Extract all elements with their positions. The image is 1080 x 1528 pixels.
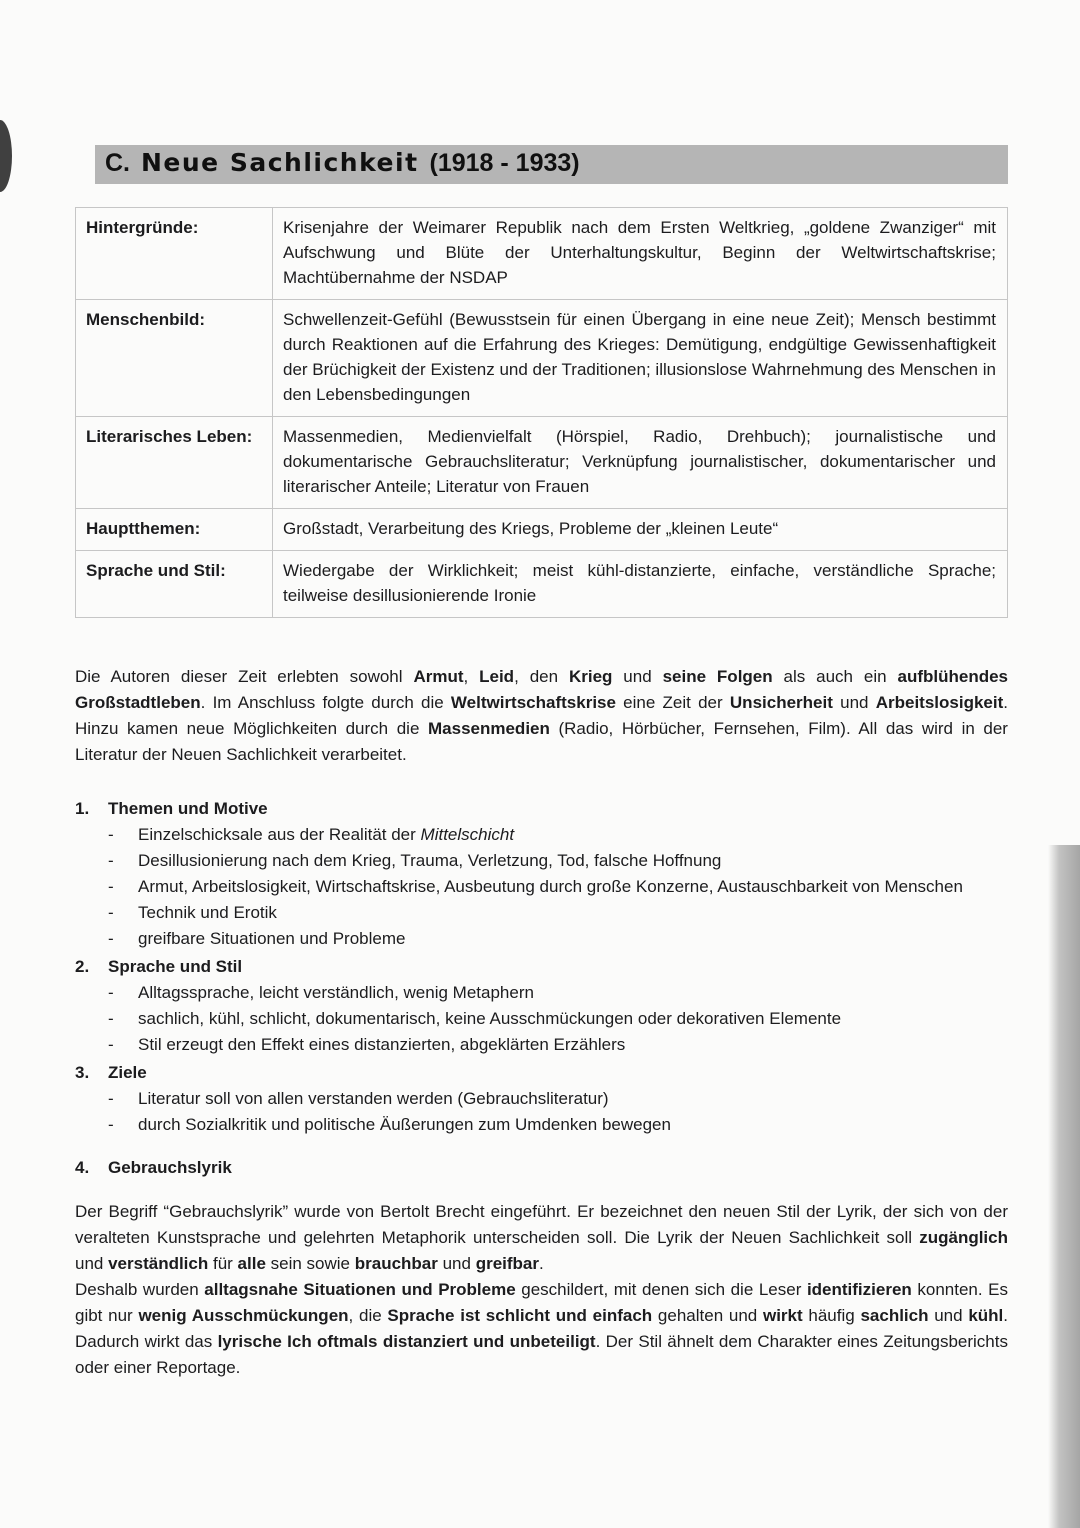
section-heading-text: Sprache und Stil	[108, 957, 243, 976]
list-item-text: Armut, Arbeitslosigkeit, Wirtschaftskrise, Ausbeutung durch große Konzerne, Austauschbarkeit von Menschen	[138, 877, 963, 896]
section-heading	[75, 954, 1008, 980]
section-heading-text: Gebrauchslyrik	[108, 1158, 232, 1177]
table-row	[76, 417, 1008, 509]
section-number: 4.	[75, 1158, 90, 1177]
bullet-marker: -	[108, 877, 114, 896]
section-heading-text: Themen und Motive	[108, 799, 268, 818]
bullet-marker: -	[108, 1009, 114, 1028]
section-title-bar	[95, 145, 1008, 184]
intro-paragraph: Die Autoren dieser Zeit erlebten sowohl Armut, Leid, den Krieg und seine Folgen als auch ein aufblühendes Großstadtleben. Im Anschluss folgte durch die Weltwirtschaftskrise eine Zeit der Unsicherheit und Arbeitslosigkeit. Hinzu kamen neue Möglichkeiten durch die Massenmedien (Radio, Hörbücher, Fernsehen, Film). All das wird in der Literatur der Neuen Sachlichkeit verarbeitet.	[75, 667, 1008, 764]
bullet-marker: -	[108, 929, 114, 948]
outline-section-gebrauchslyrik	[75, 1155, 1008, 1181]
overview-table	[75, 207, 1008, 618]
section-number: 3.	[75, 1063, 90, 1082]
section-number: 2.	[75, 957, 90, 976]
row-label: Literarisches Leben:	[76, 417, 273, 509]
outline-section-ziele	[75, 1060, 1008, 1138]
title-prefix: C.	[105, 149, 130, 177]
list-item-text: Einzelschicksale aus der Realität der Mittelschicht	[138, 825, 515, 844]
bullet-marker: -	[108, 825, 114, 844]
row-value: Wiedergabe der Wirklichkeit; meist kühl-distanzierte, einfache, verständliche Sprache; teilweise desillusionierende Ironie	[273, 551, 1008, 618]
body-paragraph: Der Begriff “Gebrauchslyrik” wurde von Bertolt Brecht eingeführt. Er bezeichnet den neuen Stil der Lyrik, der sich von der veralteten Kunstsprache und gelehrten Metaphorik unterscheiden soll. Die Lyrik der Neuen Sachlichkeit soll zugänglich und verständlich für alle sein sowie brauchbar und greifbar.	[75, 1202, 1008, 1273]
bullet-marker: -	[108, 983, 114, 1002]
list-item	[75, 926, 1008, 952]
list-item	[75, 1086, 1008, 1112]
list-item	[75, 980, 1008, 1006]
photo-artifact-right-strip	[1048, 845, 1080, 1528]
bullet-marker: -	[108, 851, 114, 870]
page-title: Neue Sachlichkeit	[141, 148, 419, 177]
row-label: Hintergründe:	[76, 208, 273, 300]
list-item	[75, 874, 1008, 900]
section-heading	[75, 796, 1008, 822]
bullet-marker: -	[108, 1115, 114, 1134]
list-item-text: Alltagssprache, leicht verständlich, wenig Metaphern	[138, 983, 534, 1002]
row-label: Menschenbild:	[76, 300, 273, 417]
list-item	[75, 1032, 1008, 1058]
outline-section-sprache	[75, 954, 1008, 1058]
table-row	[76, 208, 1008, 300]
list-item-text: Technik und Erotik	[138, 903, 277, 922]
bullet-marker: -	[108, 1035, 114, 1054]
photo-artifact-corner	[0, 120, 12, 192]
page-content	[75, 145, 1008, 1381]
body-paragraph: Deshalb wurden alltagsnahe Situationen und Probleme geschildert, mit denen sich die Leser identifizieren konnten. Es gibt nur wenig Ausschmückungen, die Sprache ist schlicht und einfach gehalten und wirkt häufig sachlich und kühl. Dadurch wirkt das lyrische Ich oftmals distanziert und unbeteiligt. Der Stil ähnelt dem Charakter eines Zeitungsberichts oder einer Reportage.	[75, 1280, 1009, 1377]
table-row	[76, 551, 1008, 618]
row-value: Massenmedien, Medienvielfalt (Hörspiel, Radio, Drehbuch); journalistische und dokumentarische Gebrauchsliteratur; Verknüpfung journalistischer, dokumentarischer und literarischer Anteile; Literatur von Frauen	[273, 417, 1008, 509]
row-label: Sprache und Stil:	[76, 551, 273, 618]
list-item-text: Desillusionierung nach dem Krieg, Trauma, Verletzung, Tod, falsche Hoffnung	[138, 851, 722, 870]
outline-section-themen	[75, 796, 1008, 952]
row-value: Großstadt, Verarbeitung des Kriegs, Probleme der „kleinen Leute“	[273, 509, 1008, 551]
table-row	[76, 509, 1008, 551]
row-value: Krisenjahre der Weimarer Republik nach dem Ersten Weltkrieg, „goldene Zwanziger“ mit Aufschwung und Blüte der Unterhaltungskultur, Beginn der Weltwirtschaftskrise; Machtübernahme der NSDAP	[273, 208, 1008, 300]
list-item	[75, 1112, 1008, 1138]
list-item	[75, 848, 1008, 874]
list-item-text: Literatur soll von allen verstanden werden (Gebrauchsliteratur)	[138, 1089, 609, 1108]
section-heading-text: Ziele	[108, 1063, 147, 1082]
section-number: 1.	[75, 799, 90, 818]
list-item-text: Stil erzeugt den Effekt eines distanzierten, abgeklärten Erzählers	[138, 1035, 626, 1054]
list-item-text: durch Sozialkritik und politische Äußerungen zum Umdenken bewegen	[138, 1115, 671, 1134]
bullet-marker: -	[108, 1089, 114, 1108]
row-label: Hauptthemen:	[76, 509, 273, 551]
list-item-text: greifbare Situationen und Probleme	[138, 929, 406, 948]
title-years: (1918 - 1933)	[429, 149, 580, 177]
outline-list	[75, 796, 1008, 1181]
list-item-text: sachlich, kühl, schlicht, dokumentarisch, keine Ausschmückungen oder dekorativen Elemente	[138, 1009, 842, 1028]
table-row	[76, 300, 1008, 417]
row-value: Schwellenzeit-Gefühl (Bewusstsein für einen Übergang in eine neue Zeit); Mensch bestimmt durch Reaktionen auf die Erfahrung des Krieges: Demütigung, endgültige Gewissenhaftigkeit der Brüchigkeit der Existenz und der Traditionen; illusionslose Wahrnehmung des Menschen in den Lebensbedingungen	[273, 300, 1008, 417]
list-item	[75, 1006, 1008, 1032]
list-item	[75, 900, 1008, 926]
list-item	[75, 822, 1008, 848]
bullet-marker: -	[108, 903, 114, 922]
section-heading	[75, 1155, 1008, 1181]
section-heading	[75, 1060, 1008, 1086]
gebrauchslyrik-text	[75, 1199, 1008, 1381]
